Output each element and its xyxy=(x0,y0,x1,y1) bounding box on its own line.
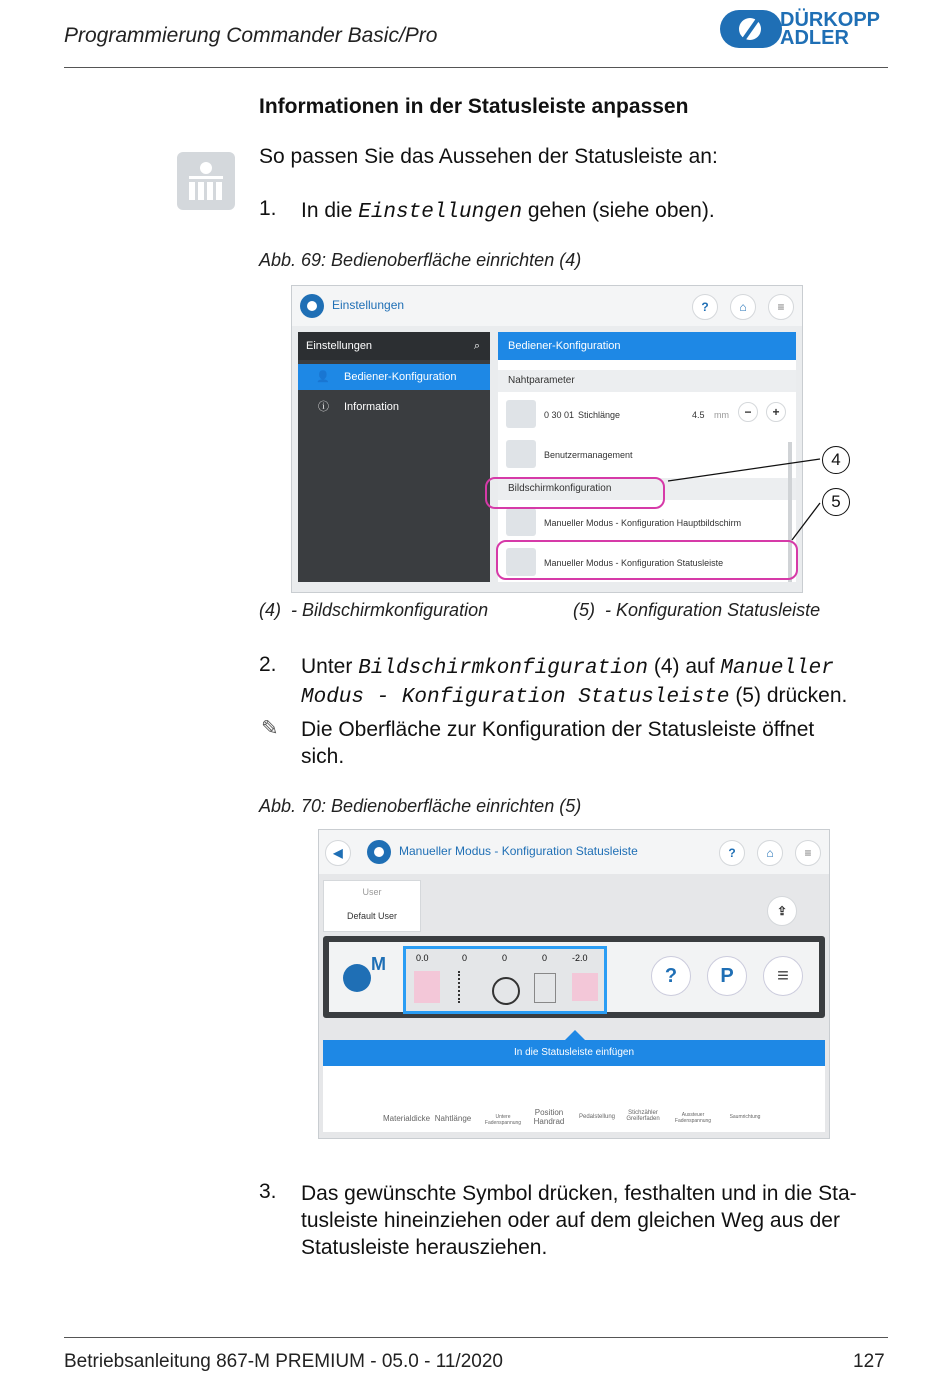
status-config-title: Manueller Modus - Konfiguration Statusleiste xyxy=(399,844,638,858)
decrease-button[interactable]: − xyxy=(738,402,758,422)
callout-4: 4 xyxy=(822,446,850,474)
user-label: User xyxy=(362,887,382,897)
option-stitch-counter[interactable]: Stichzähler Greiferfaden xyxy=(626,1110,660,1122)
option-pedal-position[interactable]: Pedalstellung xyxy=(578,1114,616,1120)
help-round-button[interactable]: ? xyxy=(651,956,691,996)
intro-text: So passen Sie das Aussehen der Statusleiste an: xyxy=(259,145,718,168)
logo-text-line2: ADLER xyxy=(780,27,849,49)
option-lower-thread-tension[interactable]: Untere Fadenspannung xyxy=(484,1114,522,1126)
insert-pointer xyxy=(565,1030,585,1040)
insert-panel-header: In die Statusleiste einfügen xyxy=(323,1040,825,1066)
program-button[interactable]: P xyxy=(707,956,747,996)
gear-icon xyxy=(367,840,391,864)
step-2-number: 2. xyxy=(259,653,277,676)
result-text: Die Oberfläche zur Konfiguration der Statusleiste öffnet sich. xyxy=(301,718,815,768)
user-box[interactable] xyxy=(323,880,421,932)
option-hem-direction[interactable]: Saumrichtung xyxy=(729,1114,761,1120)
legend-5: (5) - Konfiguration Statusleiste xyxy=(573,600,821,620)
legend-4: (4) - Bildschirmkonfiguration xyxy=(259,600,489,620)
logo-text-line1: DÜRKOPP xyxy=(780,9,881,31)
slot-4-value: 0 xyxy=(542,953,548,963)
panel-header: Bediener-Konfiguration xyxy=(498,332,796,360)
mode-letter: M xyxy=(371,954,386,974)
option-seam-length[interactable]: Nahtlänge xyxy=(434,1114,472,1123)
insert-panel xyxy=(323,1040,825,1132)
status-bar-inner xyxy=(329,942,819,1012)
user-gear-icon: 👤 xyxy=(316,371,330,383)
list-button[interactable]: ≡ xyxy=(763,956,803,996)
step-2-text: Unter Bildschirmkonfiguration (4) auf Manueller Modus - Konfiguration Statusleiste (5) drücken. xyxy=(301,655,848,709)
step-1-text: In die Einstellungen gehen (siehe oben). xyxy=(301,199,715,224)
seam-length-icon[interactable] xyxy=(458,971,474,1003)
option-tension-control[interactable]: Aussteuer Fadenspannung xyxy=(674,1112,712,1124)
slot-3-value: 0 xyxy=(502,953,508,963)
result-symbol-icon: ✎ xyxy=(261,717,279,740)
footer-divider xyxy=(64,1337,888,1338)
sidebar-item-operator-config[interactable]: 👤 Bediener-Konfiguration xyxy=(298,364,490,390)
info-icon: ⓘ xyxy=(318,401,329,413)
thread-tension-icon[interactable] xyxy=(572,973,598,1001)
settings-title: Einstellungen xyxy=(332,298,405,312)
menu-button[interactable]: ≡ xyxy=(795,840,821,866)
page-number: 127 xyxy=(853,1351,885,1372)
sidebar-item-information[interactable]: ⓘ Information xyxy=(298,394,490,420)
status-bar-preview xyxy=(323,936,825,1018)
step-3-text: Das gewünschte Symbol drücken, festhalten und in die Sta- tusleiste hineinziehen oder auf dem gleichen Weg aus der Statusleiste herausziehen. xyxy=(301,1182,857,1259)
help-button[interactable]: ? xyxy=(719,840,745,866)
option-material-thickness[interactable]: Materialdicke xyxy=(383,1114,431,1123)
slot-1-value: 0.0 xyxy=(416,953,429,963)
handwheel-icon[interactable] xyxy=(492,977,520,1005)
material-thickness-icon[interactable] xyxy=(414,971,440,1003)
page-header-title: Programmierung Commander Basic/Pro xyxy=(64,24,438,47)
search-icon[interactable]: ⌕ xyxy=(473,340,480,352)
back-button[interactable]: ◀ xyxy=(325,840,351,866)
option-handwheel-position[interactable]: Position Handrad xyxy=(533,1108,565,1126)
figure-70-caption: Abb. 70: Bedienoberfläche einrichten (5) xyxy=(259,796,582,816)
section-seam-params: Nahtparameter xyxy=(498,370,796,392)
user-value: Default User xyxy=(346,911,398,921)
figure-69-caption: Abb. 69: Bedienoberfläche einrichten (4) xyxy=(259,250,582,270)
step-3-number: 3. xyxy=(259,1180,277,1203)
status-config-title-bar xyxy=(319,830,829,874)
home-button[interactable]: ⌂ xyxy=(730,294,756,320)
figure-70-screenshot xyxy=(318,829,830,1139)
footer-document-info: Betriebsanleitung 867-M PREMIUM - 05.0 - 11/2020 xyxy=(64,1351,503,1372)
slot-2-value: 0 xyxy=(462,953,468,963)
increase-button[interactable]: + xyxy=(766,402,786,422)
help-button[interactable]: ? xyxy=(692,294,718,320)
step-1-number: 1. xyxy=(259,197,277,220)
section-screen-config[interactable]: Bildschirmkonfiguration xyxy=(498,478,796,500)
sidebar-header: Einstellungen ⌕ xyxy=(298,332,490,360)
section-heading: Informationen in der Statusleiste anpassen xyxy=(259,95,689,118)
slot-5-value: -2.0 xyxy=(572,953,588,963)
home-button[interactable]: ⌂ xyxy=(757,840,783,866)
param-row-stitch-length[interactable]: 0 30 01 Stichlänge 4.5 mm − + xyxy=(498,398,796,430)
status-bar-config-row[interactable]: Manueller Modus - Konfiguration Statusleiste xyxy=(498,548,796,578)
user-management-row[interactable]: Benutzermanagement xyxy=(498,436,796,470)
callout-5: 5 xyxy=(822,488,850,516)
mode-dial-icon xyxy=(343,964,371,992)
export-icon[interactable]: ⇪ xyxy=(767,896,797,926)
menu-button[interactable]: ≡ xyxy=(768,294,794,320)
stitch-counter-icon[interactable] xyxy=(534,973,556,1003)
main-screen-config-row[interactable]: Manueller Modus - Konfiguration Hauptbildschirm xyxy=(498,508,796,538)
status-bar-slots[interactable] xyxy=(403,946,607,1014)
